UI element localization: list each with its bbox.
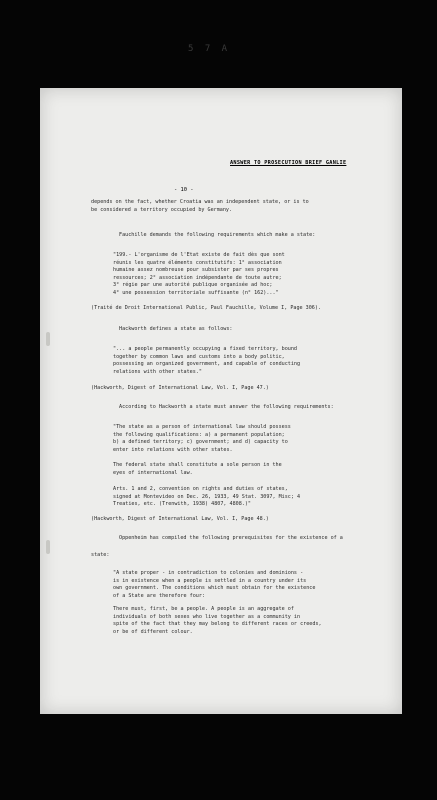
page-number: - 10 - bbox=[174, 187, 194, 193]
document-page bbox=[40, 88, 402, 714]
text-line: eyes of international law. bbox=[113, 469, 193, 476]
text-line: relations with other states." bbox=[113, 368, 202, 375]
quotation bbox=[91, 486, 300, 509]
text-line: depends on the fact, whether Croatia was an independent state, or is to bbox=[91, 199, 309, 205]
punch-hole bbox=[46, 540, 50, 554]
text-line: The federal state shall constitute a sole person in the bbox=[113, 462, 282, 468]
quotation bbox=[91, 424, 291, 454]
text-line: possessing an organized government, and capable of conducting bbox=[113, 361, 301, 368]
text-line: signed at Montevideo on Dec. 26, 1933, 49 Stat. 3097, Misc; 4 bbox=[113, 493, 301, 500]
paragraph bbox=[91, 232, 315, 240]
text-line: enter into relations with other states. bbox=[113, 446, 233, 453]
quotation bbox=[91, 252, 285, 298]
quotation bbox=[91, 606, 322, 636]
citation bbox=[91, 516, 269, 524]
frame-stamp: 5 7 A bbox=[188, 44, 231, 54]
text-line: own government. The conditions which must obtain for the existence bbox=[113, 585, 316, 592]
text-line: is in existence when a people is settled in a country under its bbox=[113, 577, 307, 584]
text-line: together by common laws and customs into a body politic, bbox=[113, 353, 285, 360]
text-line: Oppenheim has compiled the following prerequisites for the existence of a bbox=[119, 535, 343, 541]
citation bbox=[91, 385, 269, 393]
text-line: réunis les quatre éléments constitutifs: 1° association bbox=[113, 259, 282, 266]
paragraph bbox=[91, 404, 334, 412]
paragraph bbox=[91, 199, 309, 214]
text-line: "... a people permanently occupying a fixed territory, bound bbox=[113, 346, 298, 352]
text-line: the following qualifications: a) a permanent population; bbox=[113, 431, 285, 438]
text-line: (Traité de Droit International Public, Paul Fauchille, Volume I, Page 306). bbox=[91, 305, 322, 311]
text-line: "The state as a person of international law should possess bbox=[113, 424, 291, 430]
text-line: state: bbox=[91, 551, 110, 558]
text-line: ressources; 2° association indépendante de toute autre; bbox=[113, 274, 282, 281]
text-line: individuals of both sexes who live together as a community in bbox=[113, 613, 301, 620]
text-line: be considered a territory occupied by Germany. bbox=[91, 206, 233, 213]
text-line: or be of different colour. bbox=[113, 628, 193, 635]
punch-hole bbox=[46, 332, 50, 346]
quotation bbox=[91, 462, 282, 477]
text-line: spite of the fact that they may belong to different races or creeds, bbox=[113, 621, 322, 628]
text-line: Fauchille demands the following requirements which make a state: bbox=[119, 232, 316, 238]
citation bbox=[91, 305, 321, 313]
document-header: ANSWER TO PROSECUTION BRIEF GANLIE bbox=[230, 160, 347, 166]
text-line: There must, first, be a people. A people is an aggregate of bbox=[113, 606, 294, 612]
text-line: 4° une possession territoriale suffisante (n° 162)..." bbox=[113, 289, 279, 296]
paragraph bbox=[91, 326, 232, 334]
text-line: According to Hackworth a state must answer the following requirements: bbox=[119, 404, 334, 410]
text-line: "A state proper - in contradiction to colonies and dominions - bbox=[113, 570, 304, 576]
text-line: of a State are therefore four: bbox=[113, 592, 206, 599]
text-line: b) a defined territory; c) government; and d) capacity to bbox=[113, 439, 288, 446]
text-line: (Hackworth, Digest of International Law, Vol. I, Page 48.) bbox=[91, 516, 269, 522]
text-line: "199.- L'organisme de l'Etat existe de fait dès que sont bbox=[113, 252, 285, 258]
text-line: (Hackworth, Digest of International Law, Vol. I, Page 47.) bbox=[91, 385, 269, 391]
text-line: Treaties, etc. (Trenwith, 1938) 4807, 4808.)" bbox=[113, 501, 252, 508]
text-line: 3° régie par une autorité publique organisée ad hoc; bbox=[113, 282, 273, 289]
text-line: Hackworth defines a state as follows: bbox=[119, 326, 233, 332]
quotation bbox=[91, 346, 300, 376]
text-line: Arts. 1 and 2, convention on rights and duties of states, bbox=[113, 486, 288, 492]
text-line: humaine assez nombreuse pour subsister par ses propres bbox=[113, 267, 279, 274]
paragraph bbox=[91, 535, 343, 559]
quotation bbox=[91, 570, 315, 600]
